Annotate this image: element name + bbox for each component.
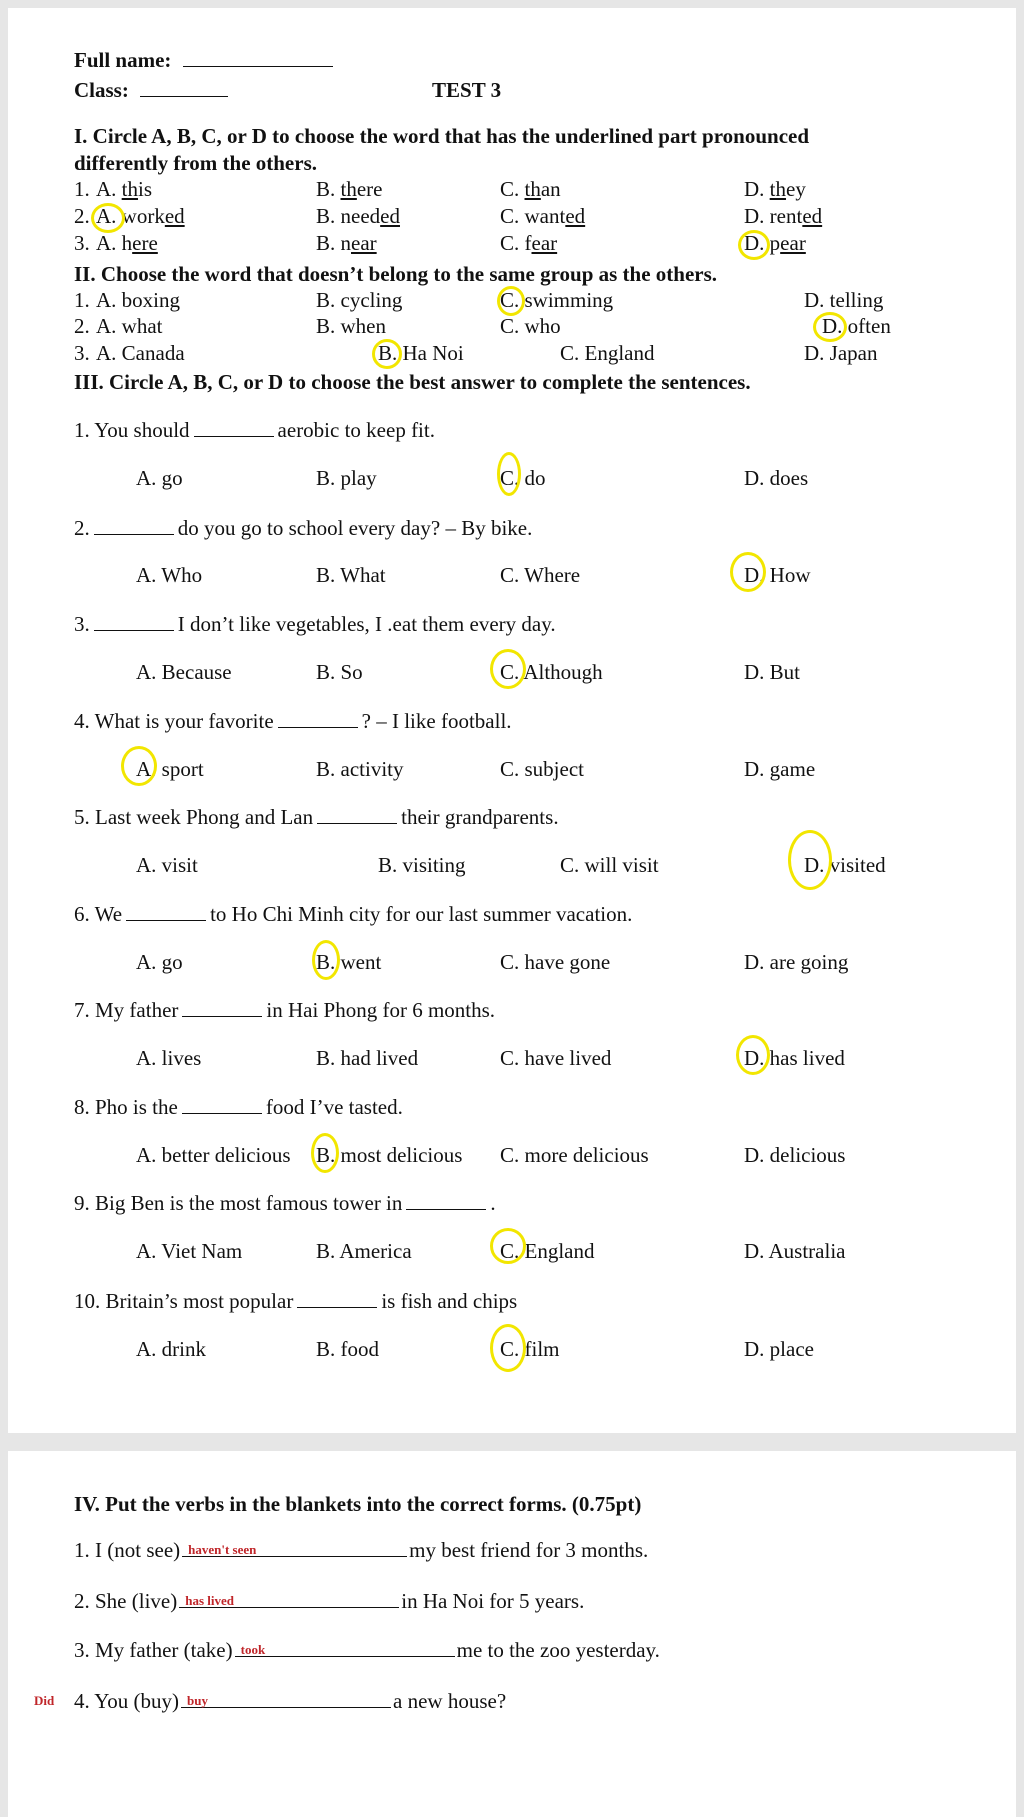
option-d: D. delicious	[744, 1143, 846, 1167]
option-b: B. What	[316, 563, 386, 587]
option-a-text: A. h	[96, 231, 133, 255]
question-text: 6. We	[74, 902, 123, 926]
option-c-text: C.	[500, 177, 525, 201]
question-text: 5. Last week Phong and Lan	[74, 805, 314, 829]
answer-circle	[497, 452, 521, 496]
question-row	[74, 612, 556, 636]
section-4-title: IV. Put the verbs in the blankets into the correct forms. (0.75pt)	[74, 1492, 642, 1516]
option-b: B. cycling	[316, 288, 403, 312]
option-a-text: A. work	[96, 204, 165, 228]
answer-blank	[194, 420, 274, 437]
option-a: A. drink	[136, 1337, 206, 1361]
option-a: A. what	[96, 314, 163, 338]
option-d-text: D. p	[744, 231, 781, 255]
question-text-end: a new house?	[393, 1689, 507, 1713]
option-d: D. How	[744, 563, 811, 587]
question-row	[74, 902, 632, 926]
option-c: C. more delicious	[500, 1143, 649, 1167]
answer-circle	[736, 1035, 770, 1075]
question-text-end: my best friend for 3 months.	[409, 1538, 649, 1562]
option-c: C. England	[500, 1239, 595, 1263]
question-row	[74, 709, 512, 733]
question-row	[74, 1191, 496, 1215]
option-c: C. have lived	[500, 1046, 612, 1070]
option-d: D. has lived	[744, 1046, 845, 1070]
question-text-end: to Ho Chi Minh city for our last summer vacation.	[210, 902, 633, 926]
option-b: B. activity	[316, 757, 404, 781]
option-c-text: C. want	[500, 204, 566, 228]
option-b: B. food	[316, 1337, 379, 1361]
option-d: D. game	[744, 757, 816, 781]
answer-circle	[813, 312, 847, 342]
full-name-blank	[183, 50, 333, 67]
answer-circle	[372, 339, 402, 369]
question-text: 4. What is your favorite	[74, 709, 274, 733]
option-b-text: B. need	[316, 204, 381, 228]
question-text: 1. I (not see)	[74, 1538, 181, 1562]
question-text: 2.	[74, 516, 90, 540]
handwritten-answer: has lived	[185, 1593, 234, 1608]
option-d	[744, 177, 806, 201]
answer-circle	[490, 1228, 526, 1264]
option-a: A. Who	[136, 563, 203, 587]
answer-blank	[317, 807, 397, 824]
option-c	[500, 231, 557, 255]
question-text-end: I don’t like vegetables, I .eat them every day.	[177, 612, 556, 636]
class-blank	[140, 80, 228, 97]
question-row	[74, 998, 495, 1022]
option-d: D. telling	[804, 288, 884, 312]
question-row	[74, 418, 435, 442]
option-c-underlined-part: ear	[531, 231, 558, 255]
option-c: C. film	[500, 1337, 560, 1361]
section-2-title: II. Choose the word that doesn’t belong to the same group as the others.	[74, 262, 718, 286]
question-number: 1.	[74, 177, 90, 201]
question-row	[74, 1095, 403, 1119]
question-number: 3.	[74, 341, 90, 365]
option-b-text: B.	[316, 177, 341, 201]
handwritten-answer: haven't seen	[188, 1542, 257, 1557]
question-text: 3. My father (take)	[74, 1638, 233, 1662]
option-d: D. often	[822, 314, 891, 338]
handwritten-answer: took	[240, 1642, 266, 1657]
answer-blank	[94, 518, 174, 535]
option-c: C. do	[500, 466, 546, 490]
class-field	[74, 78, 228, 102]
fill-in-row	[74, 1638, 660, 1662]
option-a: A. Canada	[96, 341, 185, 365]
option-a-underlined-part: ere	[132, 231, 158, 255]
option-a	[96, 231, 158, 255]
option-b	[316, 177, 383, 201]
option-c: C. Although	[500, 660, 603, 684]
option-c: C. have gone	[500, 950, 611, 974]
option-d: D. Australia	[744, 1239, 846, 1263]
option-d-text-end: ey	[786, 177, 806, 201]
answer-blank	[297, 1291, 377, 1308]
option-b-underlined-part: ear	[351, 231, 377, 255]
question-text-end: aerobic to keep fit.	[277, 418, 435, 442]
answer-blank	[126, 904, 206, 921]
option-a-underlined-part: ed	[164, 204, 185, 228]
question-text-end: do you go to school every day? – By bike.	[177, 516, 533, 540]
option-a: A. go	[136, 466, 183, 490]
option-c: C. England	[560, 341, 655, 365]
answer-blank	[235, 1640, 455, 1657]
question-text-end: food I’ve tasted.	[265, 1095, 403, 1119]
option-b	[316, 231, 377, 255]
option-c-underlined-part: ed	[565, 204, 586, 228]
option-d: D. Japan	[804, 341, 878, 365]
option-b: B. visiting	[378, 853, 466, 877]
option-a: A. Viet Nam	[136, 1239, 243, 1263]
answer-blank	[179, 1591, 399, 1608]
option-a-underlined-part: th	[121, 177, 139, 201]
question-number: 3.	[74, 231, 90, 255]
option-c	[500, 204, 585, 228]
option-b-underlined-part: th	[340, 177, 357, 201]
option-a: A. better delicious	[136, 1143, 291, 1167]
question-text: 10. Britain’s most popular	[74, 1289, 294, 1313]
answer-circle	[738, 230, 770, 260]
full-name-label: Full name:	[74, 48, 172, 72]
option-b: B. play	[316, 466, 377, 490]
option-a: A. go	[136, 950, 183, 974]
option-a-text-end: is	[138, 177, 153, 201]
answer-circle	[490, 1324, 526, 1372]
answer-blank	[181, 1691, 391, 1708]
fill-in-row	[74, 1689, 506, 1713]
answer-circle	[788, 830, 832, 890]
class-label: Class:	[74, 78, 129, 102]
question-text: 8. Pho is the	[74, 1095, 178, 1119]
option-b: B. Ha Noi	[378, 341, 464, 365]
option-b: B. So	[316, 660, 363, 684]
option-d	[744, 204, 822, 228]
section-1-title-line-1: I. Circle A, B, C, or D to choose the word that has the underlined part pronounced	[74, 124, 810, 148]
option-b	[316, 204, 400, 228]
option-c: C. will visit	[560, 853, 659, 877]
answer-blank	[406, 1193, 486, 1210]
option-b: B. America	[316, 1239, 412, 1263]
handwritten-margin-note: Did	[34, 1693, 55, 1708]
option-a: A. boxing	[96, 288, 180, 312]
handwritten-answer: buy	[187, 1693, 208, 1708]
option-b-text-end: ere	[356, 177, 383, 201]
answer-circle	[311, 1133, 339, 1173]
question-number: 1.	[74, 288, 90, 312]
question-row	[74, 516, 532, 540]
option-c	[500, 177, 561, 201]
fill-in-row	[74, 1538, 648, 1562]
answer-circle	[490, 649, 526, 689]
option-b: B. had lived	[316, 1046, 419, 1070]
question-text-end: ? – I like football.	[361, 709, 512, 733]
option-d-text: D.	[744, 177, 770, 201]
question-number: 2.	[74, 204, 90, 228]
option-d: D. visited	[804, 853, 886, 877]
option-d-underlined-part: th	[769, 177, 787, 201]
test-title: TEST 3	[432, 78, 502, 102]
question-text: 4. You (buy)	[74, 1689, 180, 1713]
question-text-end: .	[490, 1191, 496, 1215]
question-text: 3.	[74, 612, 90, 636]
option-c: C. swimming	[500, 288, 614, 312]
option-d: D. place	[744, 1337, 814, 1361]
option-c-underlined-part: th	[524, 177, 541, 201]
answer-blank	[182, 1540, 407, 1557]
question-text: 2. She (live)	[74, 1589, 178, 1613]
option-a-text: A.	[96, 177, 122, 201]
question-text-end: in Ha Noi for 5 years.	[401, 1589, 585, 1613]
fill-in-row	[74, 1589, 584, 1613]
question-text-end: me to the zoo yesterday.	[456, 1638, 660, 1662]
answer-blank	[182, 1097, 262, 1114]
question-text: 7. My father	[74, 998, 179, 1022]
option-b: B. went	[316, 950, 382, 974]
option-a: A. Because	[136, 660, 232, 684]
option-d: D. But	[744, 660, 801, 684]
option-c: C. Where	[500, 563, 581, 587]
question-number: 2.	[74, 314, 90, 338]
full-name-field	[74, 48, 333, 72]
answer-circle	[730, 552, 766, 592]
question-row	[74, 1289, 517, 1313]
question-text-end: is fish and chips	[381, 1289, 518, 1313]
section-1-title-line-2: differently from the others.	[74, 151, 317, 175]
option-d: D. are going	[744, 950, 849, 974]
option-b: B. when	[316, 314, 386, 338]
section-3-title: III. Circle A, B, C, or D to choose the best answer to complete the sentences.	[74, 370, 751, 394]
option-d-underlined-part: ed	[802, 204, 823, 228]
option-d: D. does	[744, 466, 809, 490]
question-text-end: in Hai Phong for 6 months.	[266, 998, 496, 1022]
question-row	[74, 805, 559, 829]
answer-circle	[312, 940, 340, 980]
option-a	[96, 177, 152, 201]
answer-blank	[182, 1000, 262, 1017]
option-c-text-end: an	[540, 177, 561, 201]
option-b-underlined-part: ed	[380, 204, 400, 228]
option-d-underlined-part: ear	[780, 231, 806, 255]
option-c: C. who	[500, 314, 561, 338]
option-c: C. subject	[500, 757, 584, 781]
question-text: 1. You should	[74, 418, 190, 442]
answer-circle	[91, 203, 125, 233]
answer-circle	[497, 286, 525, 316]
answer-blank	[278, 711, 358, 728]
option-c-text: C. f	[500, 231, 532, 255]
question-text-end: their grandparents.	[401, 805, 559, 829]
answer-circle	[121, 746, 157, 786]
option-b-text: B. n	[316, 231, 352, 255]
option-a: A. visit	[136, 853, 198, 877]
option-d-text: D. rent	[744, 204, 803, 228]
option-a: A. lives	[136, 1046, 202, 1070]
option-b: B. most delicious	[316, 1143, 463, 1167]
answer-blank	[94, 614, 174, 631]
question-text: 9. Big Ben is the most famous tower in	[74, 1191, 403, 1215]
option-a: A. sport	[136, 757, 204, 781]
